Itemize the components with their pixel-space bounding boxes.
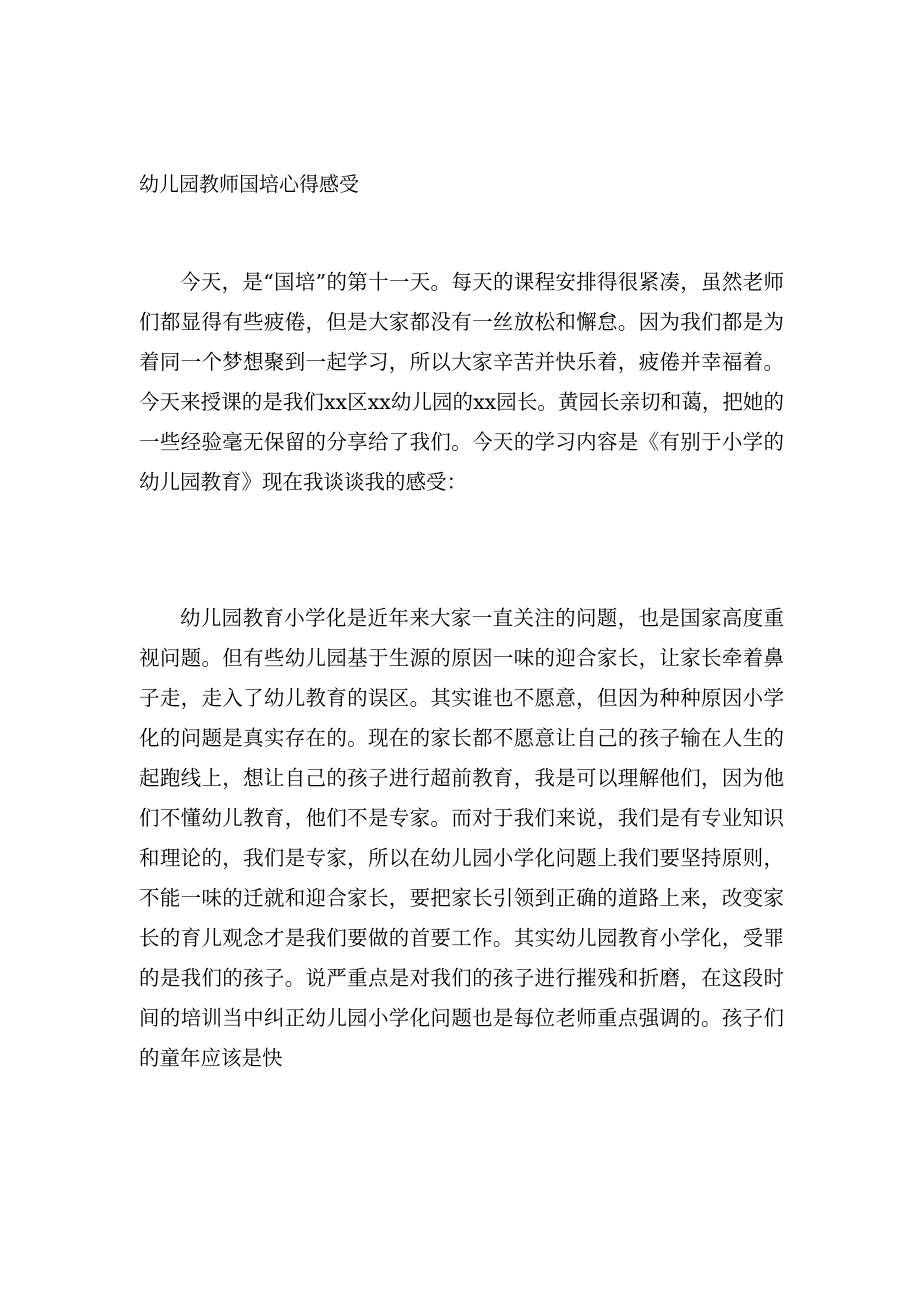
paragraph-1: 今天，是“国培”的第十一天。每天的课程安排得很紧凑，虽然老师们都显得有些疲倦，但是大家都没有一丝放松和懈怠。因为我们都是为着同一个梦想聚到一起学习，所以大家辛苦并快乐着，疲倦并幸福着。今天来授课的是我们xx区xx幼儿园的xx园长。黄园长亲切和蔼，把她的一些经验毫无保留的分享给了我们。今天的学习内容是《有别于小学的幼儿园教育》现在我谈谈我的感受： [139,270,784,494]
document-title: 幼儿园教师国培心得感受 [139,172,359,196]
paragraph-2: 幼儿园教育小学化是近年来大家一直关注的问题，也是国家高度重视问题。但有些幼儿园基于生源的原因一味的迎合家长，让家长牵着鼻子走，走入了幼儿教育的误区。其实谁也不愿意，但因为种种原因小学化的问题是真实存在的。现在的家长都不愿意让自己的孩子输在人生的起跑线上，想让自己的孩子进行超前教育，我是可以理解他们，因为他们不懂幼儿教育，他们不是专家。而对于我们来说，我们是有专业知识和理论的，我们是专家，所以在幼儿园小学化问题上我们要坚持原则，不能一味的迁就和迎合家长，要把家长引领到正确的道路上来，改变家长的育儿观念才是我们要做的首要工作。其实幼儿园教育小学化，受罪的是我们的孩子。说严重点是对我们的孩子进行摧残和折磨，在这段时间的培训当中纠正幼儿园小学化问题也是每位老师重点强调的。孩子们的童年应该是快 [139,606,784,1070]
